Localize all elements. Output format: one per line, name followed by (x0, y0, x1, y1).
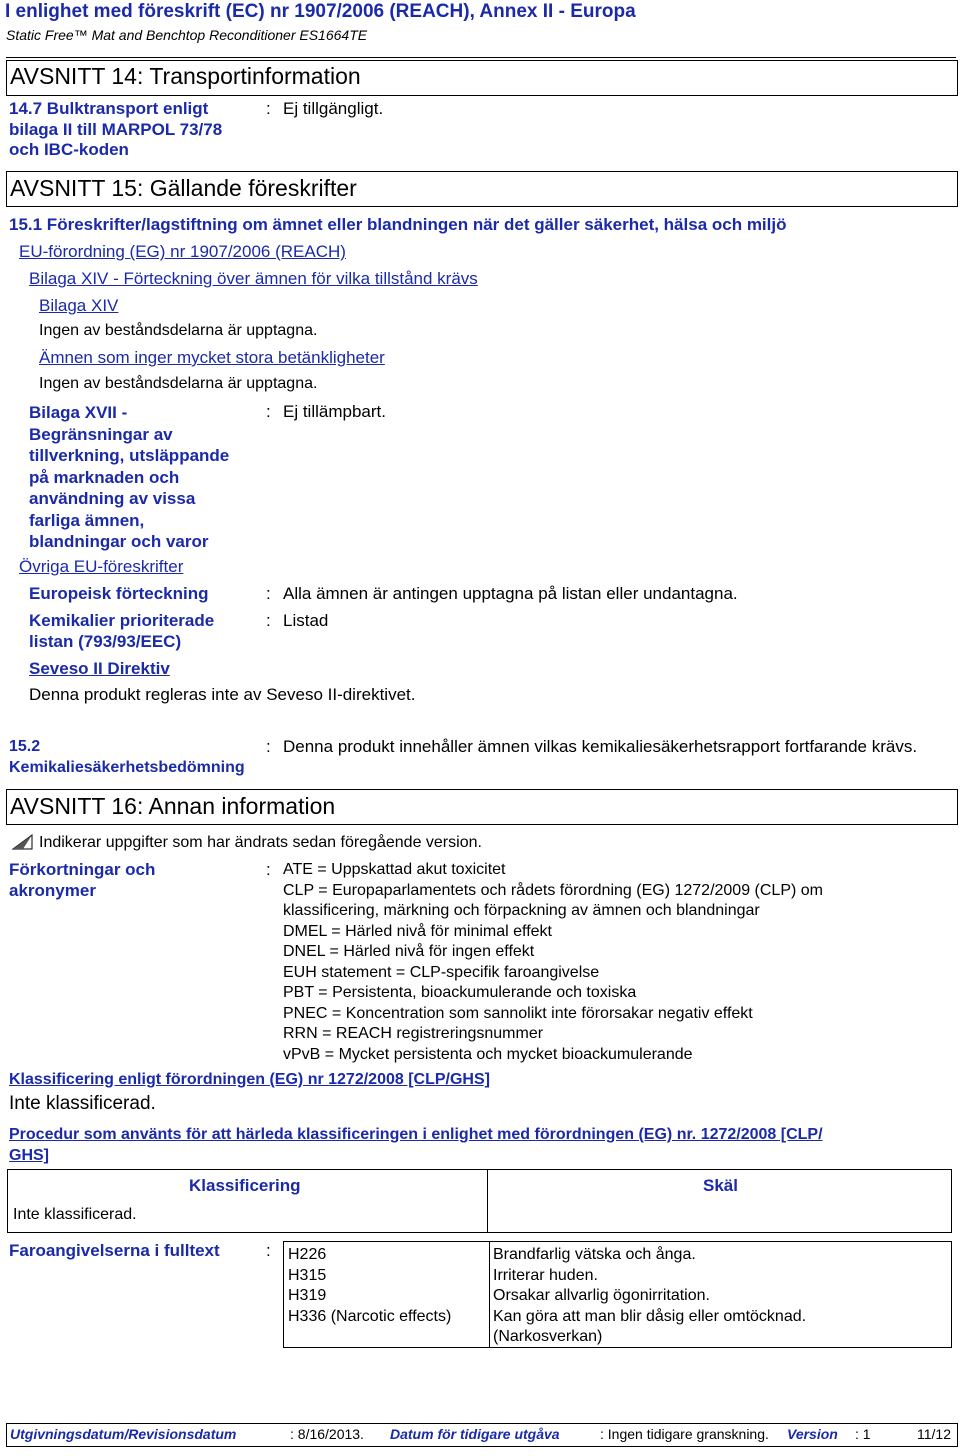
list-item: DMEL = Härled nivå för minimal effekt (283, 922, 552, 940)
abbreviations-list (283, 860, 823, 1065)
issue-date-label: Utgivningsdatum/Revisionsdatum (10, 1426, 237, 1442)
section-16-heading: AVSNITT 16: Annan information (10, 793, 336, 819)
list-item: H226 (288, 1246, 327, 1263)
changed-note: Indikerar uppgifter som har ändrats sedan föregående version. (39, 834, 482, 851)
annex-14-title: Bilaga XIV - Förteckning över ämnen för vilka tillstånd krävs (29, 269, 478, 288)
hazard-statements-label: Faroangivelserna i fulltext (9, 1241, 220, 1260)
page-number: 11/12 (917, 1426, 951, 1442)
annex-14-heading: Bilaga XIV (39, 296, 119, 315)
table-header-reason: Skäl (703, 1176, 738, 1195)
version-value: : 1 (855, 1426, 871, 1442)
list-item: H319 (288, 1287, 327, 1304)
table-header-classification: Klassificering (189, 1176, 301, 1195)
list-item: Orsakar allvarlig ögonirritation. (493, 1287, 710, 1304)
abbreviations-label: Förkortningar och akronymer (9, 860, 156, 900)
procedure-heading: Procedur som använts för att härleda klassificeringen i enlighet med förordningen (EG) nr. 1272/2008 [CLP/ GHS] (9, 1126, 823, 1164)
list-item: DNEL = Härled nivå för ingen effekt (283, 943, 535, 960)
bulk-transport-value: Ej tillgängligt. (283, 99, 384, 118)
priority-list-value: Listad (283, 611, 329, 630)
document-title: I enlighet med föreskrift (EC) nr 1907/2006 (REACH), Annex II - Europa (5, 1, 636, 22)
colon: : (266, 1241, 271, 1260)
svhc-text: Ingen av beståndsdelarna är upptagna. (39, 375, 318, 392)
colon: : (266, 737, 271, 756)
annex-17-label: Bilaga XVII - Begränsningar av tillverkning, utsläppande på marknaden och användning av vissa farliga ämnen, blandningar och varor (29, 403, 230, 551)
eu-inventory-label: Europeisk förteckning (29, 584, 209, 603)
section-15-2-value: Denna produkt innehåller ämnen vilkas kemikaliesäkerhetsrapport fortfarande krävs. (283, 737, 918, 756)
section-15-2-label: 15.2 Kemikaliesäkerhetsbedömning (9, 738, 245, 776)
previous-date-value: : Ingen tidigare granskning. (600, 1426, 769, 1442)
hazard-texts (493, 1245, 806, 1348)
colon: : (266, 584, 271, 603)
section-15-heading: AVSNITT 15: Gällande föreskrifter (10, 175, 357, 201)
table-divider (487, 1169, 488, 1232)
colon: : (266, 402, 271, 421)
clp-heading: Klassificering enligt förordningen (EG) nr 1272/2008 [CLP/GHS] (9, 1071, 490, 1088)
annex-14-text: Ingen av beståndsdelarna är upptagna. (39, 322, 318, 339)
eu-inventory-value: Alla ämnen är antingen upptagna på listan eller undantagna. (283, 584, 738, 603)
classification-table (7, 1169, 952, 1233)
list-item: H315 (288, 1266, 327, 1284)
list-item: EUH statement = CLP-specifik faroangivelse (283, 963, 600, 981)
section-15-1-heading: 15.1 Föreskrifter/lagstiftning om ämnet eller blandningen när det gäller säkerhet, hälsa och miljö (9, 215, 787, 234)
version-label: Version (787, 1426, 838, 1442)
other-eu-heading: Övriga EU-föreskrifter (19, 557, 184, 576)
svhc-heading: Ämnen som inger mycket stora betänkligheter (39, 348, 385, 367)
list-item: CLP = Europaparlamentets och rådets förordning (EG) 1272/2009 (CLP) om (283, 881, 823, 899)
table-row: Inte klassificerad. (13, 1206, 137, 1223)
list-item: PNEC = Koncentration som sannolikt inte förorsakar negativ effekt (283, 1004, 753, 1022)
list-item: H336 (Narcotic effects) (288, 1307, 452, 1325)
list-item: Kan göra att man blir dåsig eller omtöcknad. (493, 1307, 807, 1325)
list-item: PBT = Persistenta, bioackumulerande och toxiska (283, 984, 637, 1001)
eu-regulation-heading: EU-förordning (EG) nr 1907/2006 (REACH) (19, 242, 346, 261)
list-item: (Narkosverkan) (493, 1328, 603, 1345)
list-item: Irriterar huden. (493, 1266, 598, 1284)
seveso-heading: Seveso II Direktiv (29, 659, 170, 678)
section-14-heading: AVSNITT 14: Transportinformation (10, 63, 361, 89)
list-item: vPvB = Mycket persistenta och mycket bioackumulerande (283, 1045, 693, 1063)
seveso-text: Denna produkt regleras inte av Seveso II-direktivet. (29, 685, 416, 704)
list-item: klassificering, märkning och förpackning av ämnen och blandningar (283, 902, 760, 919)
list-item: RRN = REACH registreringsnummer (283, 1025, 544, 1042)
bulk-transport-label: 14.7 Bulktransport enligt bilaga II till MARPOL 73/78 och IBC-koden (9, 99, 223, 159)
list-item: Brandfarlig vätska och ånga. (493, 1246, 696, 1263)
issue-date-value: : 8/16/2013. (290, 1426, 364, 1442)
clp-value: Inte klassificerad. (9, 1093, 156, 1114)
colon: : (266, 860, 271, 879)
hazard-codes (288, 1245, 451, 1327)
previous-date-label: Datum för tidigare utgåva (390, 1426, 560, 1442)
colon: : (266, 611, 271, 630)
changed-marker-icon (11, 834, 33, 850)
colon: : (266, 99, 271, 118)
annex-17-value: Ej tillämpbart. (283, 402, 386, 421)
product-name: Static Free™ Mat and Benchtop Reconditioner ES1664TE (6, 27, 368, 43)
priority-list-label: Kemikalier prioriterade listan (793/93/EEC) (29, 611, 215, 651)
list-item: ATE = Uppskattad akut toxicitet (283, 861, 506, 878)
